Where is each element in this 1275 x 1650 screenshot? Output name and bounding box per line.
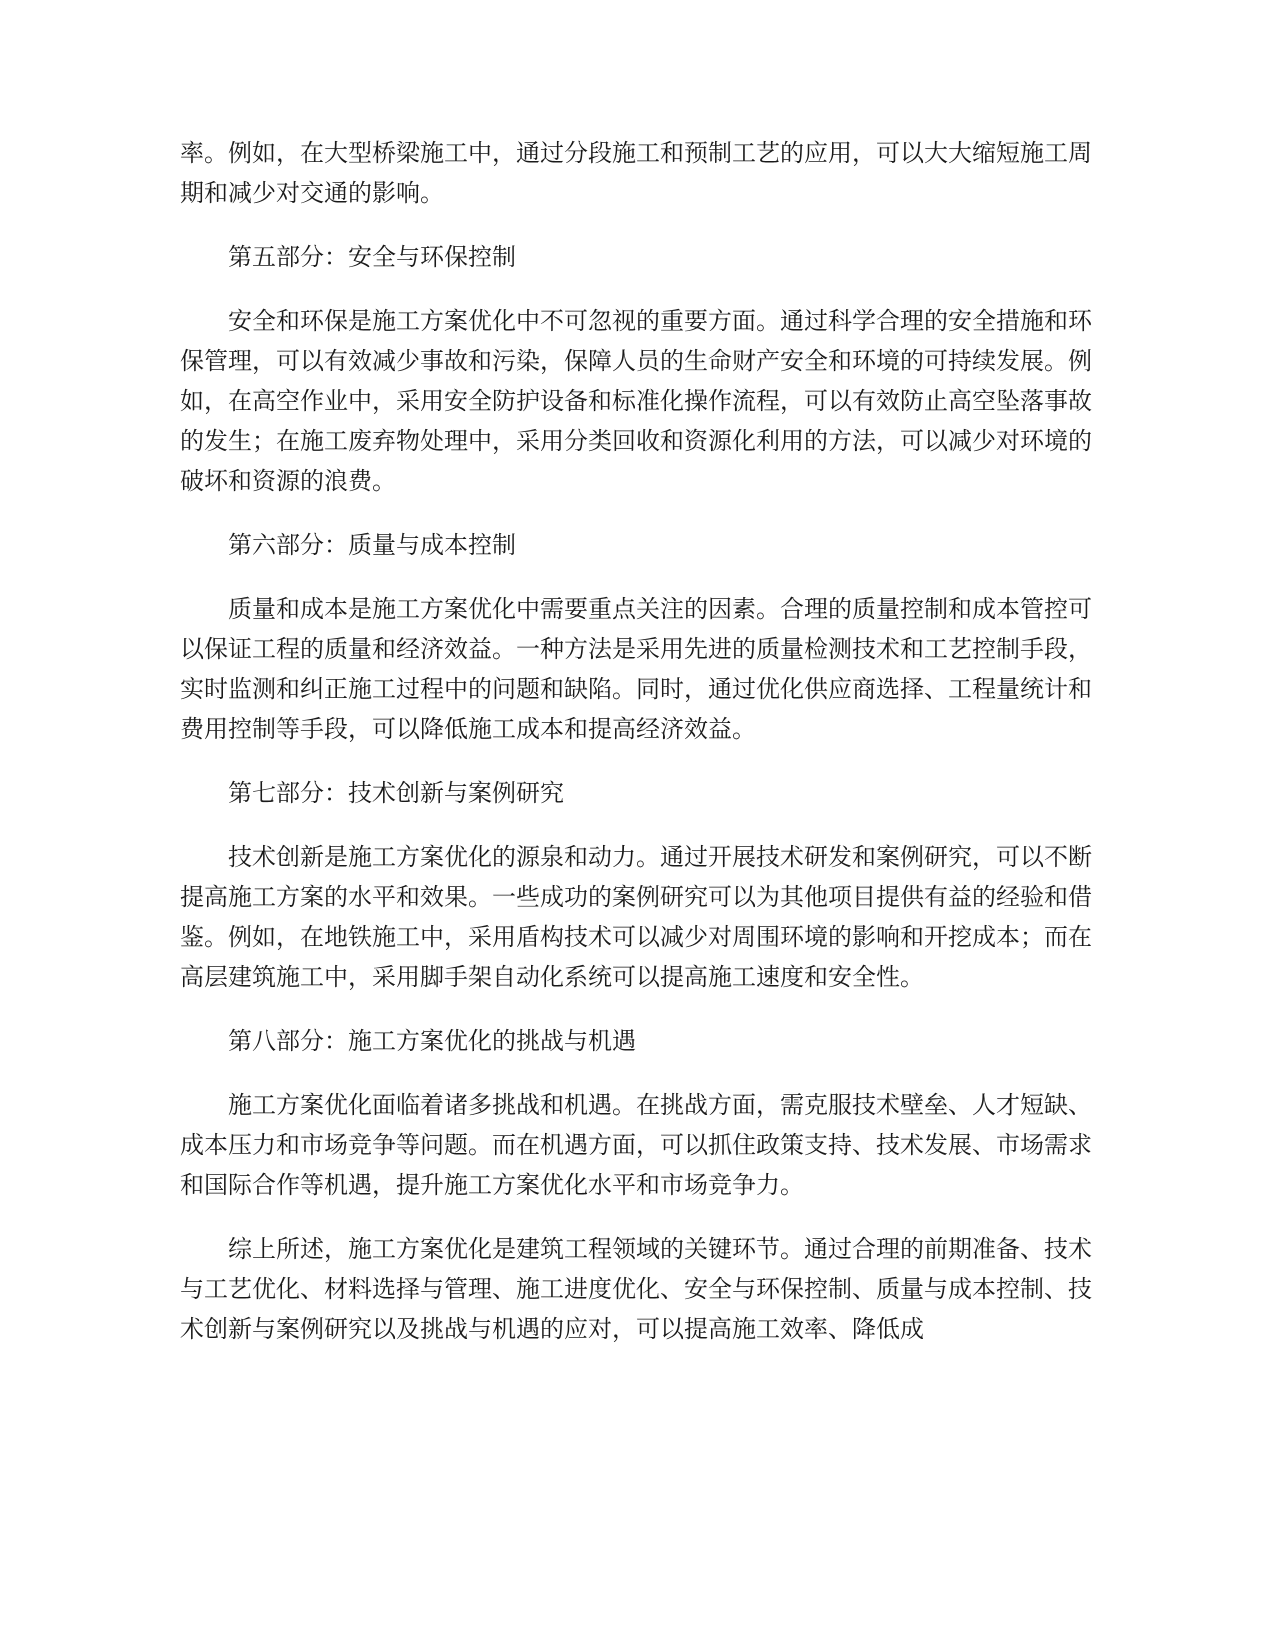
section-heading-part-6: 第六部分：质量与成本控制 — [228, 531, 516, 559]
section-heading-part-8: 第八部分：施工方案优化的挑战与机遇 — [228, 1027, 636, 1055]
paragraph-innovation-cases: 技术创新是施工方案优化的源泉和动力。通过开展技术研发和案例研究，可以不断提高施工方案的水平和效果。一些成功的案例研究可以为其他项目提供有益的经验和借鉴。例如，在地铁施工中，采用盾构技术可以减少对周围环境的影响和开挖成本；而在高层建筑施工中，采用脚手架自动化系统可以提高施工速度和安全性。 — [180, 843, 1092, 991]
section-heading-part-7: 第七部分：技术创新与案例研究 — [228, 779, 564, 807]
section-heading-part-5: 第五部分：安全与环保控制 — [228, 243, 516, 271]
paragraph-challenges-opportunities: 施工方案优化面临着诸多挑战和机遇。在挑战方面，需克服技术壁垒、人才短缺、成本压力和市场竞争等问题。而在机遇方面，可以抓住政策支持、技术发展、市场需求和国际合作等机遇，提升施工方案优化水平和市场竞争力。 — [180, 1091, 1092, 1199]
paragraph-conclusion: 综上所述，施工方案优化是建筑工程领域的关键环节。通过合理的前期准备、技术与工艺优化、材料选择与管理、施工进度优化、安全与环保控制、质量与成本控制、技术创新与案例研究以及挑战与机遇的应对，可以提高施工效率、降低成 — [180, 1235, 1092, 1343]
document-body — [180, 133, 1092, 1373]
paragraph-continuation: 率。例如，在大型桥梁施工中，通过分段施工和预制工艺的应用，可以大大缩短施工周期和减少对交通的影响。 — [180, 139, 1092, 207]
paragraph-quality-cost: 质量和成本是施工方案优化中需要重点关注的因素。合理的质量控制和成本管控可以保证工程的质量和经济效益。一种方法是采用先进的质量检测技术和工艺控制手段，实时监测和纠正施工过程中的问题和缺陷。同时，通过优化供应商选择、工程量统计和费用控制等手段，可以降低施工成本和提高经济效益。 — [180, 595, 1092, 743]
paragraph-safety-environment: 安全和环保是施工方案优化中不可忽视的重要方面。通过科学合理的安全措施和环保管理，可以有效减少事故和污染，保障人员的生命财产安全和环境的可持续发展。例如，在高空作业中，采用安全防护设备和标准化操作流程，可以有效防止高空坠落事故的发生；在施工废弃物处理中，采用分类回收和资源化利用的方法，可以减少对环境的破坏和资源的浪费。 — [180, 307, 1092, 495]
